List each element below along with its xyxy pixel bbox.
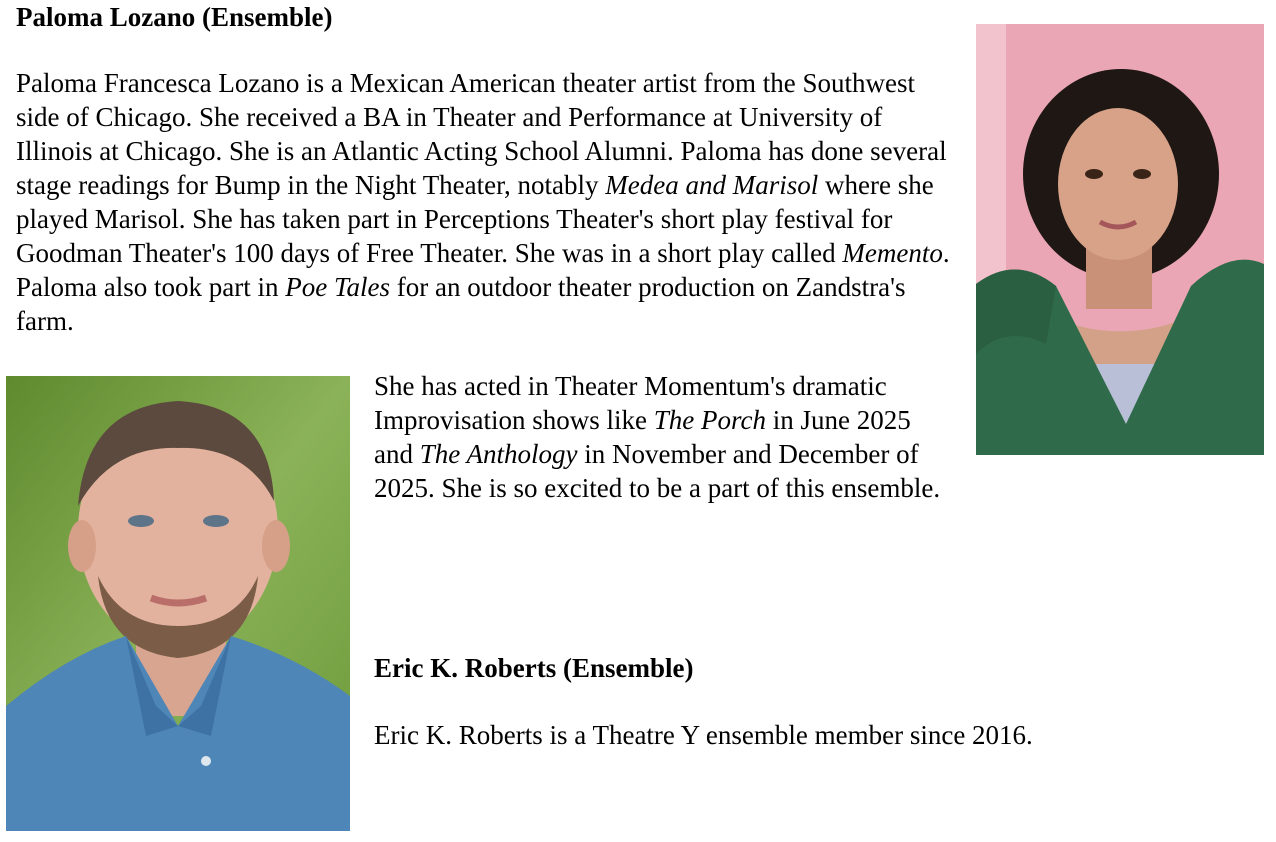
paloma-bio-text-2: where she played Marisol. She has taken part in Perceptions Theater's short play festival for Goodman Theater's 100 days of Free Theater. She was in a short play called (16, 170, 934, 268)
play-title-poe-tales: Poe Tales (285, 272, 390, 302)
paloma-bio-text-1: Paloma Francesca Lozano is a Mexican American theater artist from the Southwest side of Chicago. She received a BA in Theater and Performance at University of Illinois at Chicago. She is an Atlantic Acting School Alumni. Paloma has done several stage readings for Bump in the Night Theater, notably (16, 68, 947, 200)
paloma-bio2-text-1: She has acted in Theater Momentum's dramatic Improvisation shows like (374, 371, 887, 435)
paloma-heading: Paloma Lozano (Ensemble) (16, 2, 333, 32)
play-title-memento: Memento (842, 238, 943, 268)
paloma-bio-text-4: for an outdoor theater production on Zandstra's farm. (16, 272, 906, 336)
eric-headshot-image (6, 376, 350, 831)
paloma-bio2-text-3: in November and December of 2025. She is so excited to be a part of this ensemble. (374, 439, 941, 503)
paloma-bio2-text-2: in June 2025 and (374, 405, 911, 469)
paloma-bio-paragraph-1 (16, 66, 961, 338)
paloma-bio-paragraph-2 (374, 369, 954, 505)
paloma-bio-text-3: . Paloma also took part in (16, 238, 950, 302)
play-title-medea-and-marisol: Medea and Marisol (605, 170, 819, 200)
eric-bio: Eric K. Roberts is a Theatre Y ensemble member since 2016. (374, 720, 1033, 750)
show-title-the-anthology: The Anthology (419, 439, 578, 469)
show-title-the-porch: The Porch (653, 405, 766, 435)
eric-headshot (6, 376, 350, 831)
paloma-headshot-image (976, 24, 1264, 455)
eric-heading: Eric K. Roberts (Ensemble) (374, 653, 694, 683)
paloma-headshot (976, 24, 1264, 455)
